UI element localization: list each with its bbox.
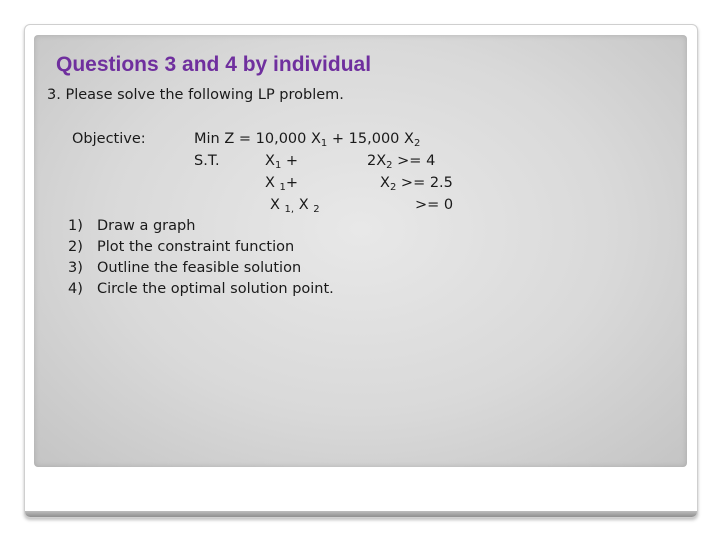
constraint-1-left bbox=[265, 153, 298, 171]
c1-plus: + bbox=[281, 153, 299, 169]
step-text: Draw a graph bbox=[97, 218, 196, 234]
slide-title: Questions 3 and 4 by individual bbox=[56, 53, 372, 76]
bottom-bar bbox=[25, 511, 697, 517]
c3-sub2: 2 bbox=[313, 204, 320, 215]
objective-text-2: + 15,000 X bbox=[327, 131, 414, 147]
constraint-3-rhs: >= 0 bbox=[415, 197, 454, 213]
c2-rhs: >= 2.5 bbox=[396, 175, 453, 191]
c1-2x: 2X bbox=[367, 153, 387, 169]
objective-function bbox=[194, 131, 420, 149]
c2-sub1: 1 bbox=[279, 182, 286, 193]
c2-x2: X bbox=[380, 175, 390, 191]
c2-x: X bbox=[265, 175, 280, 191]
st-label: S.T. bbox=[194, 153, 220, 169]
c1-sub1: 1 bbox=[274, 160, 282, 171]
c3-sub1: 1, bbox=[284, 204, 295, 215]
c1-x: X bbox=[265, 153, 275, 169]
step-number: 2) bbox=[68, 239, 83, 255]
constraint-1-right bbox=[367, 153, 435, 171]
step-number: 1) bbox=[68, 218, 83, 234]
constraint-3-left bbox=[270, 197, 320, 215]
step-text: Plot the constraint function bbox=[97, 239, 295, 255]
step-text: Outline the feasible solution bbox=[97, 260, 302, 276]
c3-x2: X bbox=[294, 197, 314, 213]
step-number: 3) bbox=[68, 260, 83, 276]
objective-sub-1: 1 bbox=[320, 138, 328, 149]
objective-sub-2: 2 bbox=[413, 138, 421, 149]
constraint-2-left bbox=[265, 175, 298, 193]
objective-text: Min Z = 10,000 X bbox=[194, 131, 321, 147]
c1-rhs: >= 4 bbox=[392, 153, 436, 169]
step-text: Circle the optimal solution point. bbox=[97, 281, 334, 297]
c2-sub2: 2 bbox=[389, 182, 397, 193]
problem-intro: 3. Please solve the following LP problem. bbox=[47, 87, 344, 103]
objective-label: Objective: bbox=[72, 131, 146, 147]
step-number: 4) bbox=[68, 281, 83, 297]
c1-sub2: 2 bbox=[386, 160, 393, 171]
c2-plus: + bbox=[285, 175, 299, 191]
content-panel bbox=[34, 35, 687, 467]
c3-x: X bbox=[270, 197, 285, 213]
slide-frame bbox=[24, 24, 698, 518]
constraint-2-right bbox=[380, 175, 453, 193]
